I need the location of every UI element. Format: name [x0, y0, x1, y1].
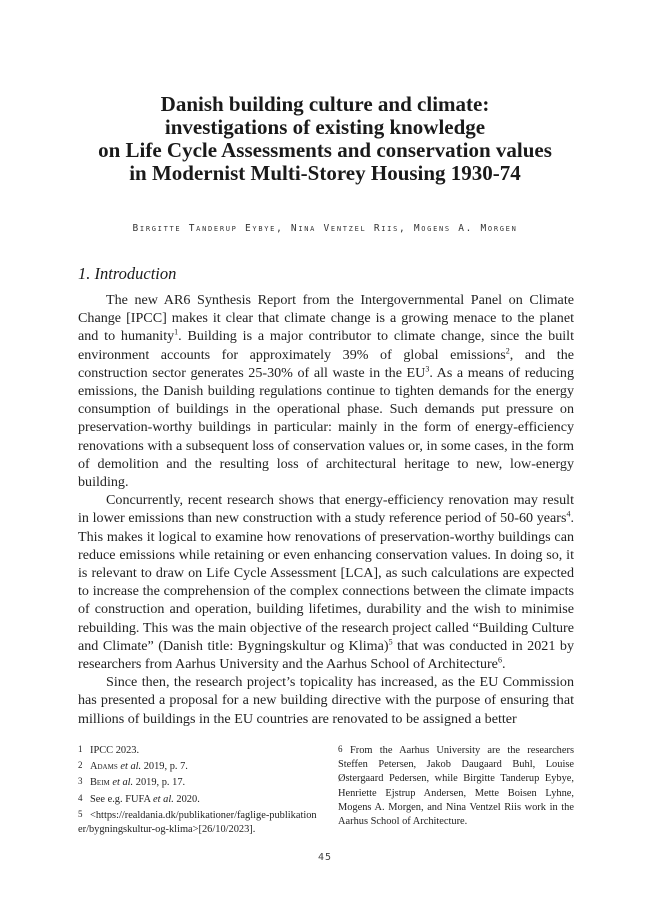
- paragraph-text: Concurrently, recent research shows that energy-efficiency renovation may result in lower emissions than new construction with a study reference period of 50-60 years: [78, 492, 574, 527]
- footnote: [78, 807, 318, 837]
- footnote-number: 5: [78, 808, 83, 819]
- footnote-number: 1: [78, 744, 83, 754]
- body-text: [78, 291, 574, 728]
- footnote-ref[interactable]: 3: [425, 364, 430, 374]
- footnote: [338, 742, 574, 829]
- footnotes: [78, 742, 574, 837]
- footnote-ref[interactable]: 6: [497, 655, 502, 665]
- footnote: [78, 742, 318, 758]
- footnote-number: 3: [78, 776, 83, 787]
- footnote-text: From the Aarhus University are the researchers Steffen Petersen, Jakob Daugaard Buhl, Louise Østergaard Pedersen, while Birgitte Tanderup Eybye, Henriette Ejstrup Andersen, Mette Boisen Lyhne, Mogens A. Morgen, and Nina Ventzel Riis work in the Aarhus School of Architecture.: [338, 745, 574, 828]
- paragraph-text: The new AR6 Synthesis Report from the Intergovernmental Panel on Climate Change [IPCC] makes it clear that climate change is a growing menace to the planet and to humanity: [78, 292, 574, 345]
- footnote: [78, 774, 318, 790]
- footnote: [78, 791, 318, 807]
- footnote-column-left: [78, 742, 318, 837]
- footnote-etal: et al.: [120, 761, 142, 773]
- footnote-column-right: [338, 742, 574, 837]
- footnote-link[interactable]: <https://realdania.dk/publikationer/faglige-publikationer/bygningskultur-og-klima>[26/10/2023].: [78, 809, 317, 836]
- title-line: in Modernist Multi-Storey Housing 1930-74: [129, 161, 521, 185]
- paragraph: [78, 291, 574, 491]
- footnote-number: 2: [78, 760, 83, 771]
- footnote-author: Adams: [90, 761, 118, 773]
- title-line: investigations of existing knowledge: [164, 115, 486, 139]
- footnote-text: 2019, p. 17.: [133, 777, 186, 789]
- title-line: Danish building culture and climate:: [160, 92, 490, 116]
- paragraph-text: Since then, the research project’s topicality has increased, as the EU Commission has presented a proposal for a new building directive with the purpose of ensuring that millions of buildings in the EU countries are renovated to be assigned a better: [78, 674, 574, 727]
- paragraph-text: . This makes it logical to examine how renovations of preservation-worthy buildings can reduce emissions while retaining or even enhancing conservation values. In doing so, it is relevant to draw on Life Cycle Assessment [LCA], as such calculations are expected to increase the comprehension of the complex connections between the climate impacts of construction and operation, building lifetimes, durability and the wish to minimise rebuilding. This was the main objective of the research project called “Building Culture and Climate” (Danish title: Bygningskultur og Klima): [78, 510, 574, 654]
- footnote-author: Beim: [90, 777, 110, 789]
- paper-title: [60, 93, 590, 185]
- footnote-number: 6: [338, 744, 343, 754]
- paragraph-text: that was conducted in 2021 by researchers from Aarhus University and the Aarhus School of Architecture: [78, 637, 574, 673]
- paragraph-text: .: [501, 656, 506, 673]
- footnote-text: 2020.: [173, 793, 200, 805]
- footnote-number: 4: [78, 792, 83, 803]
- paragraph: [78, 673, 574, 728]
- footnote: [78, 758, 318, 774]
- footnote-ref[interactable]: 1: [174, 327, 179, 337]
- paragraph-text: , and the construction sector generates 25-30% of all waste in the EU: [78, 346, 574, 381]
- footnote-etal: et al.: [112, 777, 134, 789]
- footnote-text: 2019, p. 7.: [141, 761, 188, 773]
- footnote-etal: et al.: [153, 793, 174, 805]
- author-list: Birgitte Tanderup Eybye, Nina Ventzel Riis, Mogens A. Morgen: [132, 223, 518, 234]
- page-number: 45: [317, 852, 333, 863]
- footnote-ref[interactable]: 2: [505, 345, 510, 355]
- paragraph: [78, 491, 574, 673]
- paragraph-text: . Building is a major contributor to climate change, since the built environment accounts for approximately 39% of global emissions: [78, 328, 574, 363]
- footnote-text: See e.g. FUFA: [90, 793, 154, 805]
- title-line: on Life Cycle Assessments and conservation values: [98, 138, 552, 162]
- footnote-text: IPCC 2023.: [90, 745, 140, 756]
- paragraph-text: . As a means of reducing emissions, the Danish building regulations continue to tighten demands for the energy consumption of buildings in the operational phase. Such demands put pressure on preservation-worthy buildings in particular: mainly in the form of energy-efficiency renovations with a subsequent loss of conservation values or, in some cases, in the form of demolition and the resulting loss of architectural heritage to new, low-energy building.: [78, 364, 575, 491]
- section-heading: 1. Introduction: [78, 264, 177, 283]
- footnote-ref[interactable]: 4: [566, 509, 571, 519]
- footnote-ref[interactable]: 5: [388, 637, 393, 647]
